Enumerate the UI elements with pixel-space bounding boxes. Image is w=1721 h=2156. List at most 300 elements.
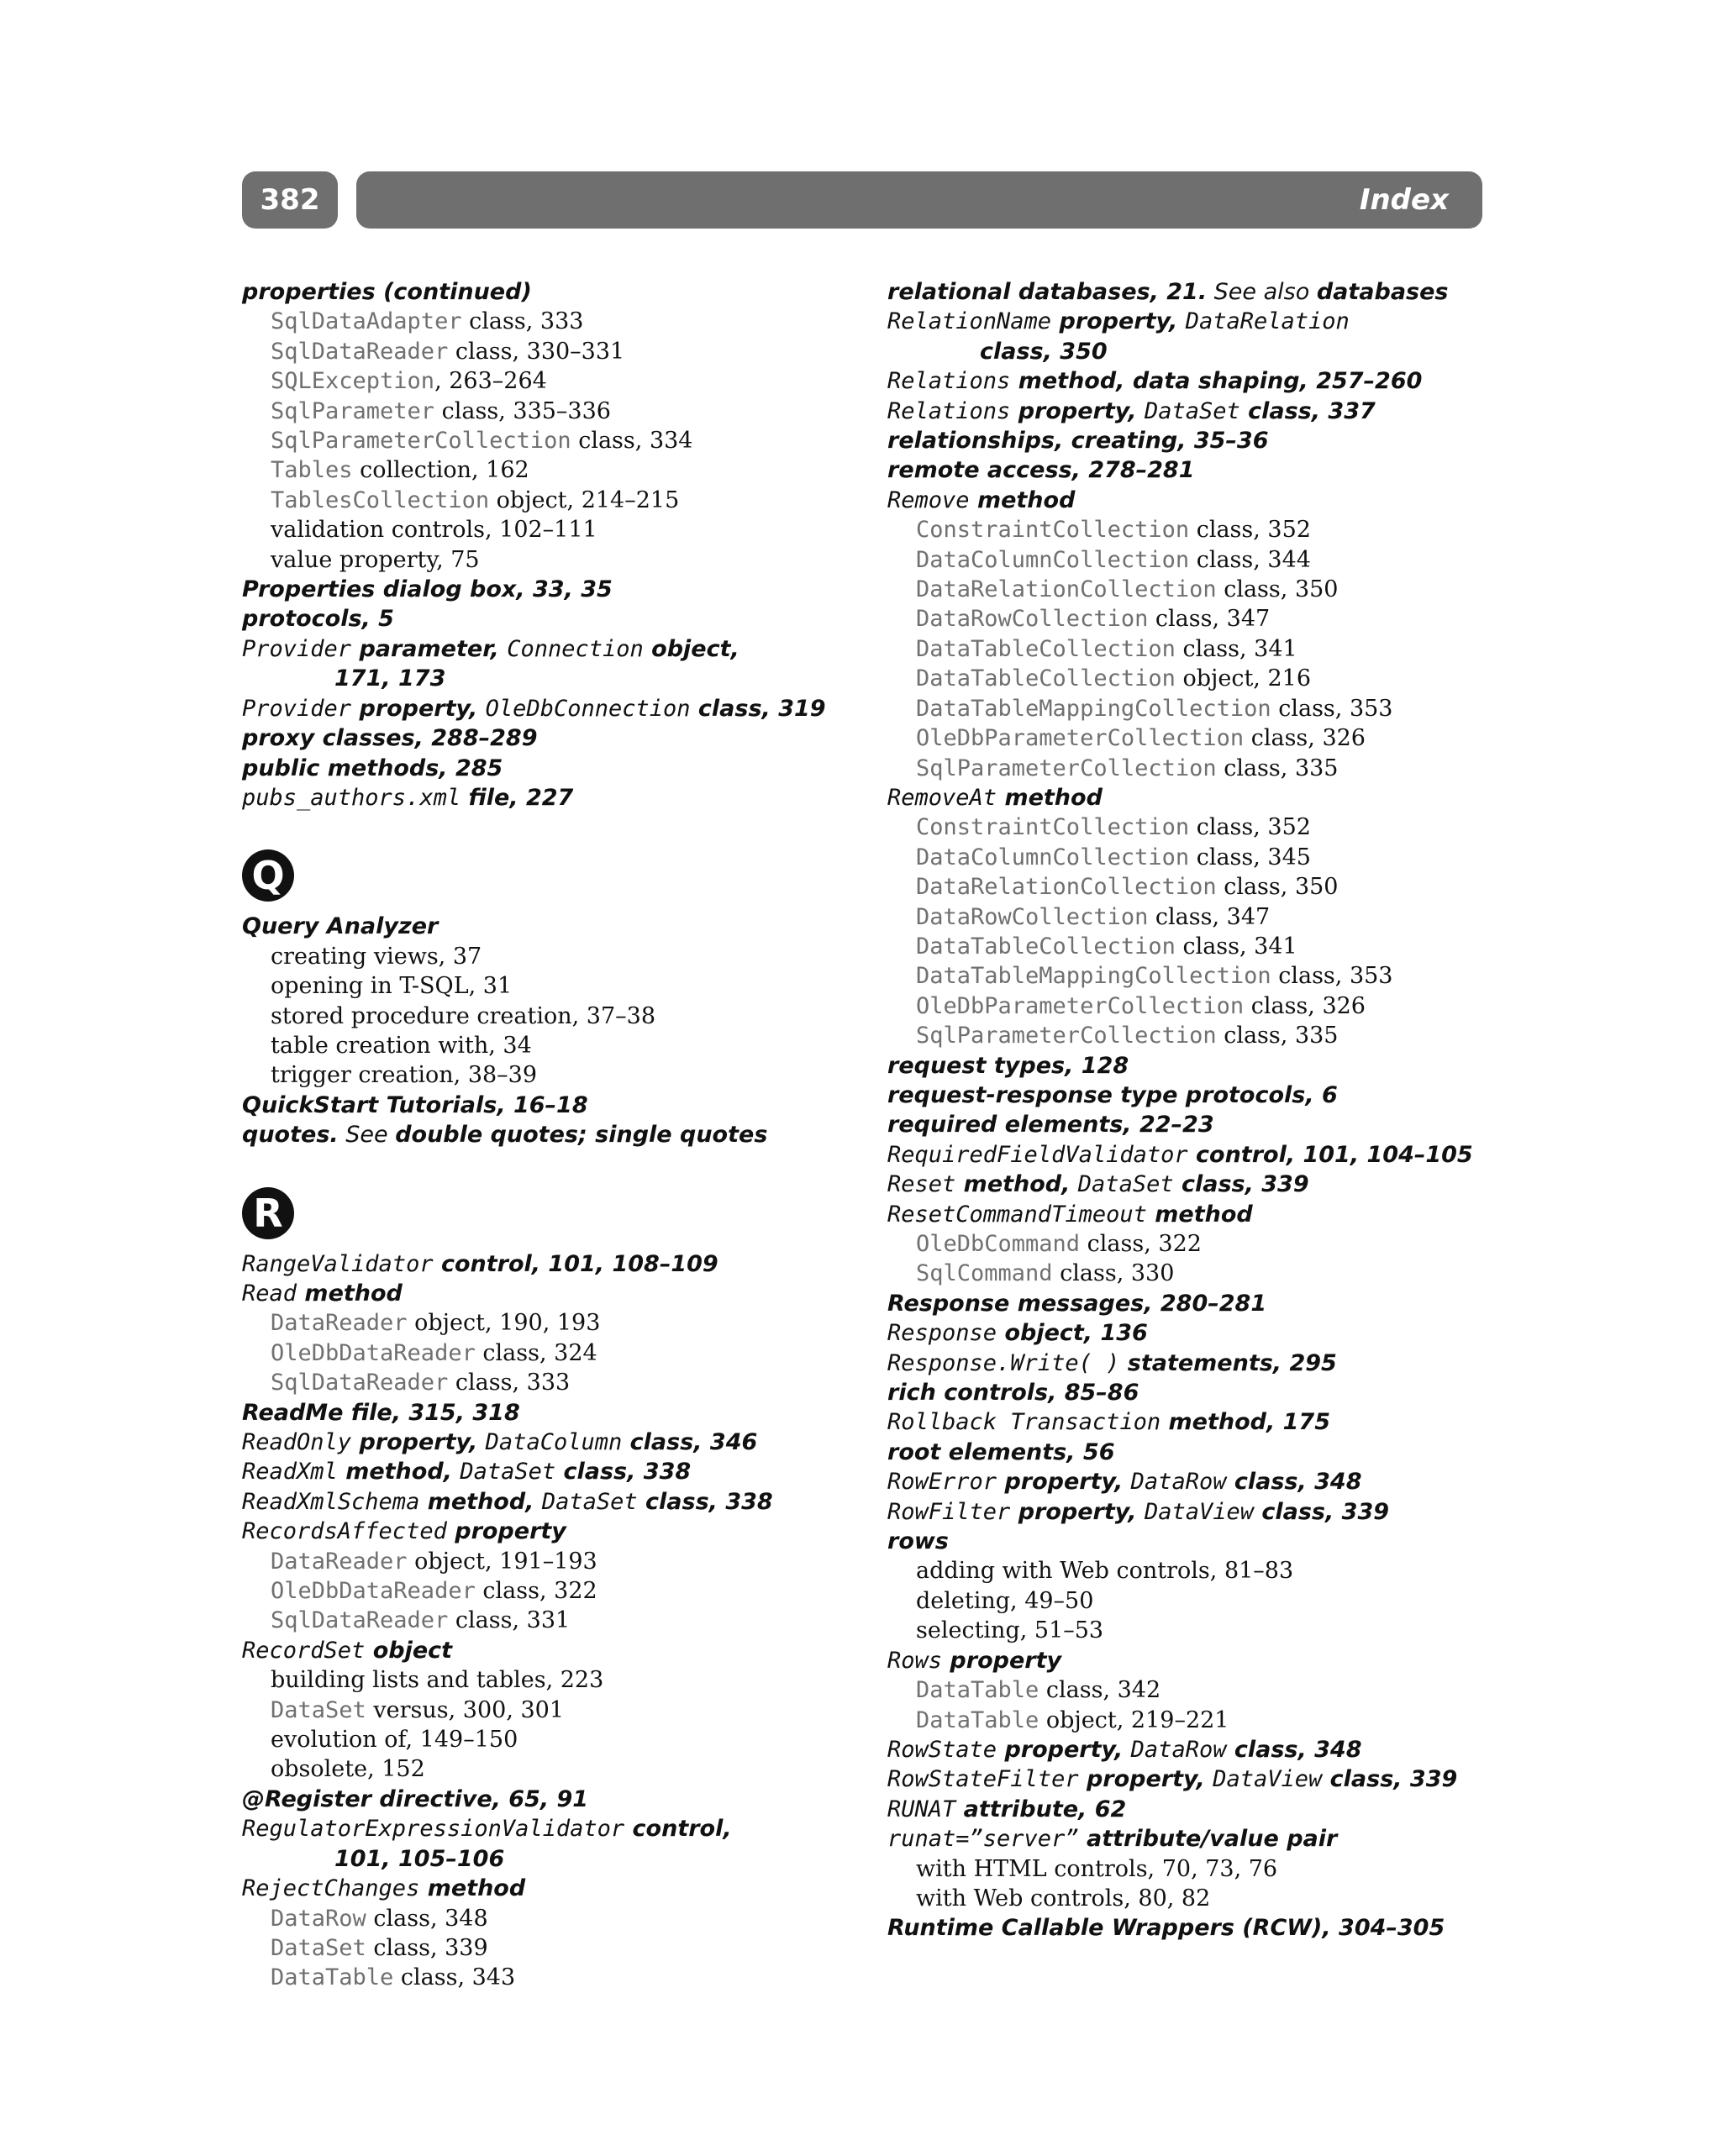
entry-text: class, 326: [1244, 725, 1366, 752]
entry-text: value property, 75: [271, 546, 480, 573]
entry-text: SqlDataReader: [271, 1370, 449, 1396]
entry-text: class, 339: [1173, 1171, 1309, 1198]
entry-text: adding with Web controls, 81–83: [916, 1558, 1294, 1585]
index-subentry: [887, 961, 1509, 991]
entry-text: OleDbDataReader: [271, 1339, 476, 1366]
entry-text: Runtime Callable Wrappers (RCW), 304–305: [887, 1915, 1445, 1942]
entry-text: DataColumnCollection: [916, 844, 1190, 870]
index-subentry: [242, 1904, 864, 1933]
entry-text: DataRow: [1130, 1469, 1227, 1496]
entry-text: ReadOnly: [242, 1429, 352, 1455]
entry-text: class, 345: [1189, 844, 1311, 870]
entry-text: DataTableCollection: [916, 635, 1176, 662]
entry-text: property,: [1051, 308, 1186, 335]
entry-text: parameter,: [351, 635, 508, 662]
index-entry: [242, 277, 864, 307]
entry-text: object, 216: [1175, 665, 1312, 692]
entry-text: class, 348: [1226, 1736, 1362, 1763]
index-subentry: [242, 1031, 864, 1060]
entry-text: class, 346: [622, 1429, 758, 1455]
entry-text: property,: [997, 1469, 1131, 1496]
entry-text: OleDbParameterCollection: [916, 725, 1245, 752]
entry-text: DataRowCollection: [916, 903, 1149, 930]
entry-text: property: [446, 1518, 566, 1545]
index-subentry: [887, 337, 1509, 366]
entry-text: SqlDataAdapter: [271, 308, 462, 335]
index-subentry: [242, 1338, 864, 1368]
entry-text: method,: [337, 1459, 461, 1486]
entry-text: SqlParameterCollection: [916, 755, 1217, 781]
entry-text: property,: [1010, 1498, 1145, 1525]
index-subentry: [887, 1884, 1509, 1913]
entry-text: Relations: [887, 397, 1011, 424]
entry-text: property,: [997, 1736, 1131, 1763]
entry-text: class, 334: [571, 428, 693, 455]
entry-text: class, 331: [448, 1607, 571, 1634]
entry-text: Properties dialog box, 33, 35: [242, 576, 613, 603]
page-number-box: [242, 171, 338, 229]
index-subentry: [242, 515, 864, 544]
entry-text: SqlDataReader: [271, 1607, 449, 1634]
index-subentry: [242, 366, 864, 396]
entry-text: with Web controls, 80, 82: [916, 1885, 1211, 1911]
entry-text: root elements, 56: [887, 1438, 1115, 1465]
entry-text: proxy classes, 288–289: [242, 725, 538, 752]
index-subentry: [887, 604, 1509, 634]
index-entry: [242, 723, 864, 753]
entry-text: DataSet: [541, 1488, 638, 1515]
entry-text: DataColumn: [485, 1429, 623, 1455]
entry-text: class, 342: [1039, 1677, 1161, 1704]
entry-text: See also: [1207, 279, 1317, 305]
entry-text: class, 338: [555, 1459, 692, 1486]
index-entry: [242, 1517, 864, 1546]
index-entry: [242, 634, 864, 664]
index-group-q: [242, 912, 864, 1149]
index-entry: [242, 1457, 864, 1486]
entry-text: object, 219–221: [1039, 1706, 1229, 1733]
index-entry: [887, 1289, 1509, 1318]
index-entry: [887, 277, 1509, 307]
entry-text: RecordSet: [242, 1637, 366, 1664]
entry-text: method: [419, 1875, 526, 1902]
entry-text: DataSet: [460, 1459, 556, 1486]
entry-text: SqlParameter: [271, 397, 435, 424]
index-subentry: [887, 723, 1509, 753]
entry-text: property,: [1078, 1766, 1213, 1793]
entry-text: DataSet: [1077, 1171, 1174, 1198]
entry-text: class, 352: [1189, 517, 1311, 544]
index-subentry: [887, 575, 1509, 604]
index-entry: [242, 1249, 864, 1279]
index-subentry: [242, 1725, 864, 1754]
index-subentry: [242, 1002, 864, 1031]
entry-text: method: [969, 486, 1076, 513]
entry-text: property,: [1010, 397, 1145, 424]
entry-text: attribute, 62: [955, 1796, 1127, 1822]
entry-text: opening in T-SQL, 31: [271, 973, 513, 1000]
index-subentry: [242, 1060, 864, 1090]
index-subentry: [887, 694, 1509, 723]
entry-text: class, 350: [1216, 874, 1339, 901]
entry-text: pubs_authors.xml: [242, 784, 461, 811]
entry-text: class, 330–331: [448, 338, 625, 365]
index-entry: [887, 1200, 1509, 1229]
entry-text: method: [297, 1280, 403, 1307]
index-entry: [887, 1824, 1509, 1854]
index-entry: [242, 1487, 864, 1517]
entry-text: DataView: [1213, 1766, 1323, 1793]
index-group-p: [242, 277, 864, 812]
entry-text: class, 344: [1189, 546, 1311, 573]
entry-text: class, 339: [1322, 1766, 1458, 1793]
index-entry: [242, 754, 864, 783]
entry-text: DataReader: [271, 1548, 408, 1575]
entry-text: property,: [351, 1429, 486, 1455]
index-entry: [887, 397, 1509, 426]
entry-text: RequiredFieldValidator: [887, 1141, 1188, 1168]
entry-text: DataSet: [271, 1934, 366, 1961]
entry-text: RowState: [887, 1736, 997, 1763]
entry-text: class, 341: [1175, 933, 1297, 960]
index-subentry: [242, 426, 864, 455]
index-entry: [887, 1438, 1509, 1467]
entry-text: rich controls, 85–86: [887, 1380, 1139, 1407]
entry-text: method, 175: [1160, 1409, 1330, 1436]
entry-text: control, 101, 108–109: [433, 1250, 718, 1277]
entry-text: SqlDataReader: [271, 338, 449, 365]
entry-text: DataTableCollection: [916, 665, 1176, 692]
entry-text: remote access, 278–281: [887, 457, 1195, 484]
entry-text: with HTML controls, 70, 73, 76: [916, 1855, 1278, 1882]
entry-text: class, 341: [1175, 635, 1297, 662]
entry-text: table creation with, 34: [271, 1032, 532, 1059]
entry-text: class, 326: [1244, 992, 1366, 1019]
entry-text: Remove: [887, 486, 970, 513]
index-entry: [887, 426, 1509, 455]
entry-text: public methods, 285: [242, 755, 503, 781]
index-subentry: [887, 515, 1509, 544]
entry-text: RowError: [887, 1469, 997, 1496]
entry-text: See: [338, 1122, 396, 1149]
entry-text: class, 319: [690, 695, 826, 722]
entry-text: class, 335: [1216, 1023, 1339, 1049]
index-subentry: [242, 1308, 864, 1338]
index-entry: [887, 1913, 1509, 1943]
entry-text: rows: [887, 1528, 949, 1555]
entry-text: ReadXml: [242, 1459, 338, 1486]
entry-text: class, 338: [637, 1488, 773, 1515]
entry-text: RejectChanges: [242, 1875, 420, 1902]
entry-text: Response.Write( ): [887, 1349, 1120, 1376]
entry-text: DataRow: [1130, 1736, 1227, 1763]
entry-text: method: [997, 784, 1103, 811]
entry-text: RelationName: [887, 308, 1052, 335]
index-subentry: [887, 1021, 1509, 1050]
entry-text: runat=”server”: [887, 1826, 1079, 1853]
index-entry: [242, 1091, 864, 1120]
index-column-right: [887, 277, 1509, 1943]
entry-text: statements, 295: [1119, 1349, 1337, 1376]
entry-text: attribute/value pair: [1078, 1826, 1338, 1853]
entry-text: object: [365, 1637, 453, 1664]
entry-text: class, 348: [366, 1905, 488, 1932]
entry-text: DataColumnCollection: [916, 546, 1190, 573]
entry-text: trigger creation, 38–39: [271, 1062, 538, 1089]
index-subentry: [242, 1844, 864, 1874]
entry-text: method, data shaping, 257–260: [1010, 368, 1423, 395]
index-entry: [242, 1636, 864, 1665]
index-entry: [242, 1814, 864, 1843]
index-entry: [887, 1349, 1509, 1378]
index-subentry: [242, 1963, 864, 1992]
index-subentry: [242, 455, 864, 485]
index-entry: [887, 1764, 1509, 1794]
entry-text: class, 347: [1148, 903, 1271, 930]
entry-text: DataTable: [271, 1964, 394, 1991]
entry-text: Reset: [887, 1171, 956, 1198]
entry-text: relational databases, 21.: [887, 279, 1208, 305]
index-subentry: [887, 812, 1509, 842]
index-entry: [242, 694, 864, 723]
entry-text: request-response type protocols, 6: [887, 1081, 1338, 1108]
entry-text: DataTableCollection: [916, 933, 1176, 960]
entry-text: DataTableMappingCollection: [916, 695, 1271, 722]
entry-text: Response messages, 280–281: [887, 1290, 1267, 1317]
entry-text: stored procedure creation, 37–38: [271, 1002, 656, 1029]
entry-text: Relations: [887, 368, 1011, 395]
entry-text: method,: [955, 1171, 1078, 1198]
entry-text: OleDbConnection: [485, 695, 691, 722]
entry-text: DataRelation: [1185, 308, 1350, 335]
entry-text: OleDbDataReader: [271, 1578, 476, 1605]
index-entry: [887, 307, 1509, 336]
index-subentry: [242, 1754, 864, 1784]
entry-text: Rollback Transaction: [887, 1409, 1161, 1436]
entry-text: DataTable: [916, 1706, 1039, 1733]
index-subentry: [242, 307, 864, 336]
entry-text: class, 322: [475, 1578, 597, 1605]
entry-text: class, 324: [475, 1339, 597, 1366]
index-subentry: [242, 664, 864, 693]
entry-text: ConstraintCollection: [916, 814, 1190, 841]
index-subentry: [242, 486, 864, 515]
entry-text: RangeValidator: [242, 1250, 434, 1277]
index-subentry: [242, 1547, 864, 1576]
index-entry: [887, 1110, 1509, 1139]
index-entry: [887, 1497, 1509, 1527]
index-subentry: [887, 1556, 1509, 1585]
index-group-r-continued: [887, 277, 1509, 1943]
index-entry: [887, 1795, 1509, 1824]
entry-text: ReadXmlSchema: [242, 1488, 420, 1515]
entry-text: RemoveAt: [887, 784, 997, 811]
running-header-bar: [356, 171, 1482, 229]
index-entry: [887, 1527, 1509, 1556]
entry-text: Query Analyzer: [242, 913, 439, 940]
index-entry: [887, 1467, 1509, 1496]
entry-text: 101, 105–106: [334, 1845, 505, 1872]
index-subentry: [887, 1616, 1509, 1645]
entry-text: relationships, creating, 35–36: [887, 428, 1269, 455]
entry-text: class, 350: [1216, 576, 1339, 603]
entry-text: class, 330: [1052, 1260, 1175, 1287]
entry-text: collection, 162: [352, 457, 529, 484]
index-subentry: [887, 545, 1509, 575]
entry-text: property: [942, 1647, 1062, 1674]
entry-text: obsolete, 152: [271, 1756, 425, 1783]
entry-text: DataSet: [271, 1696, 366, 1723]
index-subentry: [242, 545, 864, 575]
entry-text: class, 350: [980, 338, 1108, 365]
index-entry: [242, 1120, 864, 1149]
entry-text: SQLException: [271, 368, 435, 395]
entry-text: RegulatorExpressionValidator: [242, 1816, 625, 1843]
entry-text: DataReader: [271, 1310, 408, 1337]
page-number: 382: [260, 183, 320, 217]
index-entry: [242, 783, 864, 812]
index-subentry: [242, 337, 864, 366]
index-entry: [887, 1378, 1509, 1407]
entry-text: ConstraintCollection: [916, 517, 1190, 544]
entry-text: validation controls, 102–111: [271, 517, 597, 544]
entry-text: class, 333: [461, 308, 584, 335]
index-entry: [887, 1140, 1509, 1170]
index-entry: [242, 1428, 864, 1457]
index-subentry: [887, 843, 1509, 872]
entry-text: @Register directive, 65, 91: [242, 1785, 589, 1812]
index-column-left: [242, 277, 864, 1993]
index-entry: [887, 1407, 1509, 1437]
entry-text: class, 335: [1216, 755, 1339, 781]
entry-text: object, 190, 193: [407, 1310, 601, 1337]
entry-text: class, 322: [1080, 1231, 1202, 1257]
section-letter-r: R: [242, 1187, 294, 1239]
entry-text: Provider: [242, 635, 352, 662]
entry-text: request types, 128: [887, 1052, 1129, 1079]
entry-text: double quotes; single quotes: [395, 1122, 768, 1149]
entry-text: Tables: [271, 457, 353, 484]
index-subentry: [242, 971, 864, 1001]
entry-text: deleting, 49–50: [916, 1587, 1094, 1614]
index-entry: [242, 575, 864, 604]
index-subentry: [887, 754, 1509, 783]
index-entry: [887, 1051, 1509, 1081]
index-subentry: [242, 1696, 864, 1725]
index-entry: [242, 1279, 864, 1308]
entry-text: creating views, 37: [271, 943, 482, 970]
entry-text: DataSet: [1144, 397, 1240, 424]
entry-text: Connection: [507, 635, 644, 662]
entry-text: class, 335–336: [434, 397, 611, 424]
entry-text: DataRow: [271, 1905, 366, 1932]
entry-text: protocols, 5: [242, 606, 394, 633]
index-subentry: [887, 1675, 1509, 1705]
entry-text: ReadMe file, 315, 318: [242, 1399, 520, 1426]
entry-text: properties (continued): [242, 279, 532, 305]
index-entry: [242, 604, 864, 634]
index-subentry: [887, 1586, 1509, 1616]
entry-text: , 263–264: [434, 368, 547, 395]
entry-text: 171, 173: [334, 665, 446, 692]
index-entry: [887, 486, 1509, 515]
entry-text: class, 343: [393, 1964, 516, 1991]
entry-text: OleDbParameterCollection: [916, 992, 1245, 1019]
entry-text: SqlParameterCollection: [916, 1023, 1217, 1049]
entry-text: method: [1146, 1201, 1253, 1228]
section-letter-q: Q: [242, 849, 294, 902]
index-entry: [242, 1785, 864, 1814]
entry-text: method,: [419, 1488, 542, 1515]
index-entry: [242, 912, 864, 941]
index-group-r: [242, 1249, 864, 1993]
entry-text: OleDbCommand: [916, 1231, 1081, 1257]
entry-text: class, 339: [1253, 1498, 1390, 1525]
entry-text: class, 339: [366, 1934, 488, 1961]
entry-text: class, 337: [1239, 397, 1376, 424]
entry-text: file, 227: [461, 784, 574, 811]
index-subentry: [242, 397, 864, 426]
entry-text: Rows: [887, 1647, 943, 1674]
entry-text: class, 348: [1226, 1469, 1362, 1496]
entry-text: Read: [242, 1280, 297, 1307]
index-subentry: [242, 1576, 864, 1606]
entry-text: evolution of, 149–150: [271, 1727, 518, 1754]
entry-text: control, 101, 104–105: [1187, 1141, 1473, 1168]
index-subentry: [887, 932, 1509, 961]
entry-text: selecting, 51–53: [916, 1617, 1104, 1644]
index-entry: [887, 1170, 1509, 1199]
running-title: Index: [1359, 183, 1449, 217]
entry-text: RUNAT: [887, 1796, 956, 1822]
entry-text: object,: [643, 635, 739, 662]
entry-text: RowStateFilter: [887, 1766, 1079, 1793]
entry-text: DataRowCollection: [916, 606, 1149, 633]
index-entry: [242, 1874, 864, 1903]
entry-text: class, 347: [1148, 606, 1271, 633]
index-subentry: [242, 942, 864, 971]
index-subentry: [887, 902, 1509, 932]
index-subentry: [887, 1259, 1509, 1288]
entry-text: control,: [624, 1816, 732, 1843]
index-entry: [887, 1735, 1509, 1764]
index-entry: [887, 1646, 1509, 1675]
entry-text: class, 353: [1271, 963, 1393, 990]
index-entry: [887, 1318, 1509, 1348]
entry-text: Provider: [242, 695, 352, 722]
index-subentry: [887, 1706, 1509, 1735]
index-subentry: [887, 991, 1509, 1021]
entry-text: class, 333: [448, 1370, 571, 1396]
index-subentry: [242, 1606, 864, 1635]
entry-text: DataTable: [916, 1677, 1039, 1704]
index-entry: [887, 455, 1509, 485]
index-subentry: [887, 634, 1509, 664]
index-subentry: [242, 1368, 864, 1397]
entry-text: Response: [887, 1320, 997, 1347]
index-entry: [887, 1081, 1509, 1110]
entry-text: property,: [351, 695, 486, 722]
index-subentry: [887, 1854, 1509, 1884]
entry-text: versus, 300, 301: [366, 1696, 565, 1723]
entry-text: DataTableMappingCollection: [916, 963, 1271, 990]
entry-text: ResetCommandTimeout: [887, 1201, 1147, 1228]
entry-text: building lists and tables, 223: [271, 1667, 604, 1694]
entry-text: object, 136: [997, 1320, 1148, 1347]
index-subentry: [242, 1933, 864, 1963]
index-subentry: [242, 1665, 864, 1695]
entry-text: SqlCommand: [916, 1260, 1053, 1287]
